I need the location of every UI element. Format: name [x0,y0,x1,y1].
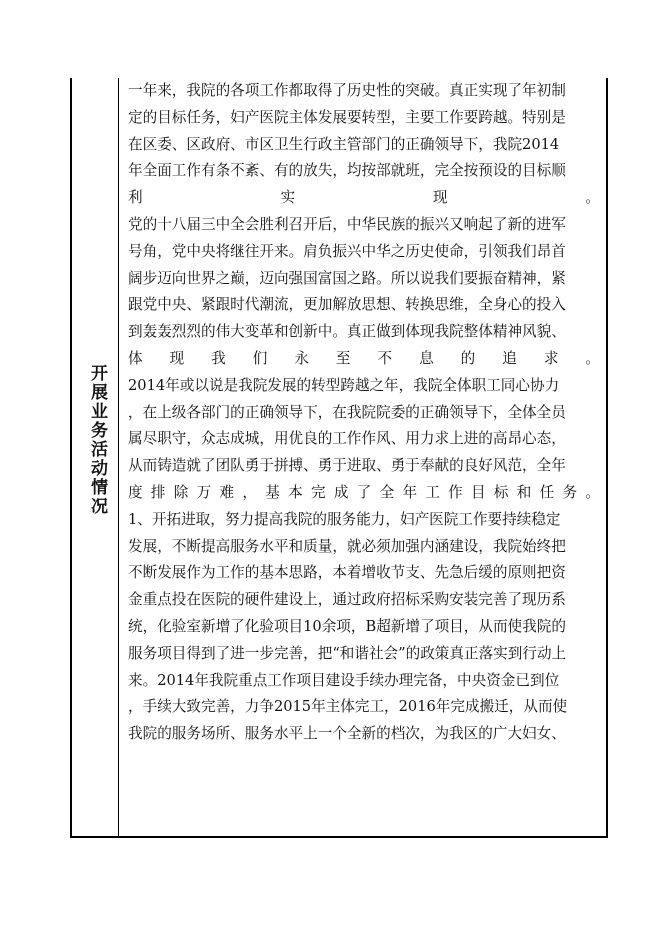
section-label: 开展业务活动情况 [87,364,107,516]
text-line: 2014年或以说是我院发展的转型跨越之年，我院全体职工同心协力 [128,376,560,394]
text-line: 党的十八届三中全会胜利召开后，中华民族的振兴又响起了新的进军 [128,215,566,233]
text-line: 号角，党中央将继往开来。肩负振兴中华之历史使命，引领我们昂首 [128,242,566,260]
text-line: 阔步迈向世界之巅，迈向强国富国之路。所以说我们要振奋精神，紧 [128,269,566,287]
table-bottom-border [70,836,608,838]
text-line: ，手续大致完善，力争2015年主体完工，2016年完成搬迁，从而使 [128,698,568,716]
body-text-cell [128,78,600,834]
text-line: 一年来，我院的各项工作都取得了历史性的突破。真正实现了年初制 [128,82,566,99]
text-line: 利 实 现 。 [128,189,600,207]
text-line: ，在上级各部门的正确领导下，在我院院委的正确领导下，全体全员 [128,403,566,421]
text-line: 金重点投在医院的硬件建设上，通过政府招标采购安装完善了现历系 [128,591,566,609]
table-right-border [606,78,608,838]
text-line: 来。2014年我院重点工作项目建设手续办理完备，中央资金已到位 [128,671,560,689]
text-line: 跟党中央、紧跟时代潮流，更加解放思想、转换思维，全身心的投入 [128,296,566,314]
text-line: 不断发展作为工作的基本思路，本着增收节支、先急后缓的原则把资 [128,564,566,582]
text-line: 1、开拓进取，努力提高我院的服务能力，妇产医院工作要持续稳定 [128,510,561,528]
text-line: 体 现 我 们 永 至 不 息 的 追 求 。 [128,349,600,367]
text-line: 到轰轰烈烈的伟大变革和创新中。真正做到体现我院整体精神风貌、 [128,323,566,341]
text-line: 服务项目得到了进一步完善，把“和谐社会”的政策真正落实到行动上 [128,644,567,662]
text-line: 度 排 除 万 难 ， 基 本 完 成 了 全 年 工 作 目 标 和 任 务 。 [128,483,600,501]
text-line: 统，化验室新增了化验项目10余项，B超新增了项目，从而使我院的 [128,617,566,635]
text-line: 我院的服务场所、服务水平上一个全新的档次，为我区的广大妇女、 [128,725,566,743]
text-line: 定的目标任务，妇产医院主体发展要转型，主要工作要跨越。特别是 [128,108,566,126]
label-cell [70,78,120,838]
text-line: 在区委、区政府、市区卫生行政主管部门的正确领导下，我院2014 [128,135,560,153]
text-line: 发展，不断提高服务水平和质量，就必须加强内涵建设，我院始终把 [128,537,566,555]
text-line: 年全面工作有条不紊、有的放失，均按部就班，完全按预设的目标顺 [128,162,566,180]
text-line: 从而铸造就了团队勇于拼搏、勇于进取、勇于奉献的良好风范，全年 [128,457,566,475]
text-line: 属尽职守，众志成城，用优良的工作作风、用力求上进的高昂心态， [128,430,566,448]
